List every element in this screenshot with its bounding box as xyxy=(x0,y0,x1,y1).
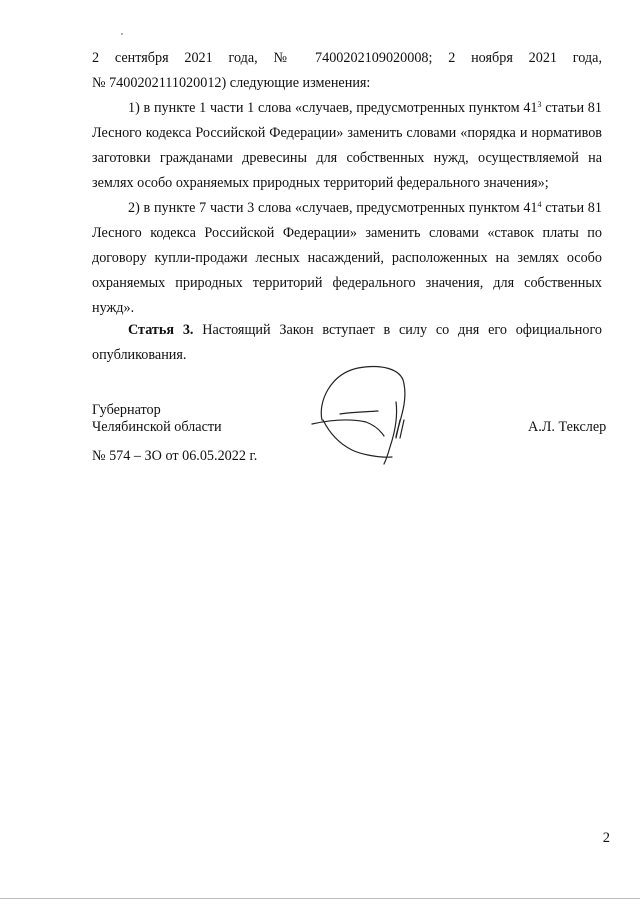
scan-edge-line xyxy=(0,898,640,899)
continuation-line-2: № 7400202111020012) следующие изменения: xyxy=(92,75,371,91)
article-3-text: Настоящий Закон вступает в силу со дня его официального опубликования. xyxy=(92,322,602,363)
article-3-heading: Статья 3. xyxy=(128,322,194,338)
continuation-paragraph xyxy=(92,46,602,96)
governor-name: А.Л. Текслер xyxy=(528,419,607,435)
item-2-superscript: 4 xyxy=(537,200,542,209)
item-1-text-mid: статьи 81 xyxy=(541,100,602,116)
item-2-text-start: 2) в пункте 7 части 3 слова «случаев, предусмотренных пунктом 41 xyxy=(128,200,538,216)
governor-title-line-2: Челябинской области xyxy=(92,419,222,435)
item-1-superscript: 3 xyxy=(537,100,542,109)
item-2-text-rest: Лесного кодекса Российской Федерации» заменить словами «ставок платы по договору купли-продажи лесных насаждений, расположенных на землях особо охраняемых природных территорий федерального значения, для собственных нужд». xyxy=(92,225,602,316)
governor-title xyxy=(92,402,222,436)
item-2-text-mid: статьи 81 xyxy=(541,200,602,216)
law-number: № 574 – ЗО от 06.05.2022 г. xyxy=(92,448,258,464)
amendment-item-2 xyxy=(92,196,602,321)
page-number: 2 xyxy=(602,830,610,846)
governor-title-line-1: Губернатор xyxy=(92,402,161,418)
article-3-paragraph xyxy=(92,318,602,368)
item-1-text-start: 1) в пункте 1 части 1 слова «случаев, предусмотренных пунктом 41 xyxy=(128,100,538,116)
scan-speck xyxy=(121,33,123,35)
continuation-line-1: 2 сентября 2021 года, № 7400202109020008; 2 ноября 2021 года, xyxy=(92,50,602,66)
amendment-item-1 xyxy=(92,96,602,196)
handwritten-signature xyxy=(300,362,420,467)
item-1-text-rest: Лесного кодекса Российской Федерации» заменить словами «порядка и нормативов заготовки гражданами древесины для собственных нужд, осуществляемой на землях особо охраняемых природных территорий федерального значения»; xyxy=(92,125,602,191)
